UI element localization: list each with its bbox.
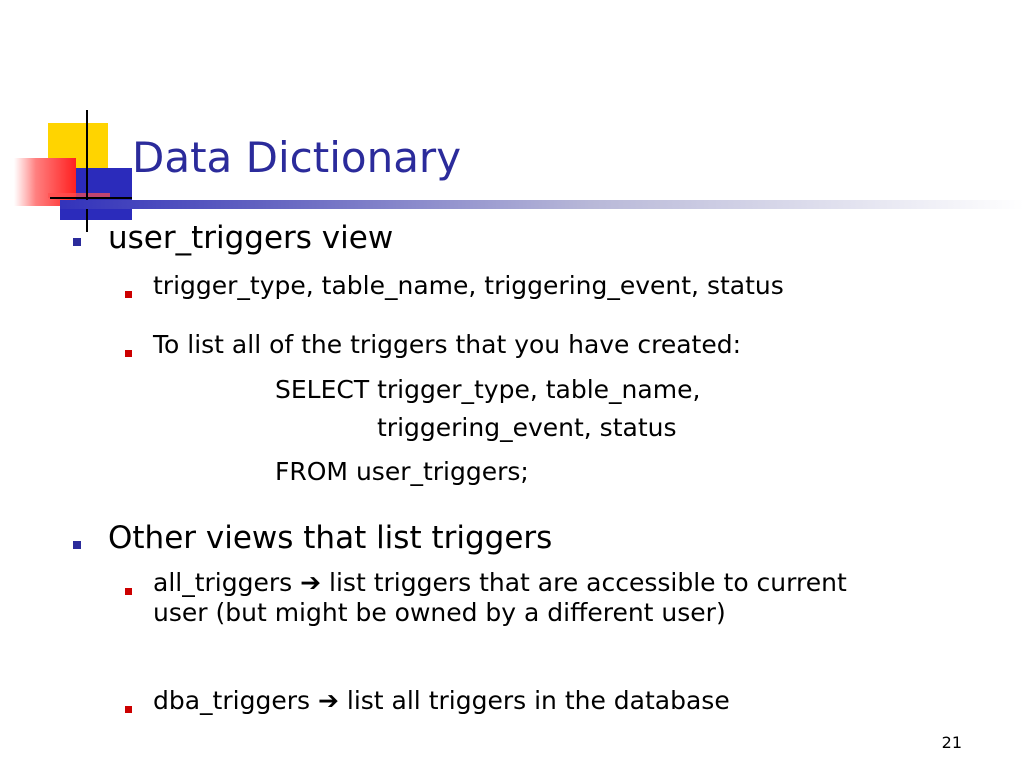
bullet-user-triggers: user_triggers view [108,220,394,256]
sql-line-select: SELECT trigger_type, table_name, [275,375,701,404]
sub-bullet-columns: trigger_type, table_name, triggering_event, status [153,271,784,300]
sub-bullet-list-all: To list all of the triggers that you have created: [153,330,742,359]
arrow-icon: ➔ [317,686,339,715]
view-description: list all triggers in the database [346,686,730,715]
view-description: list triggers that are accessible to current user (but might be owned by a different user) [153,568,847,627]
sub-bullet-marker [125,706,132,713]
sub-bullet-marker [125,588,132,595]
bullet-other-views: Other views that list triggers [108,520,553,556]
slide-title: Data Dictionary [132,133,462,182]
sub-bullet-all-triggers [153,568,893,628]
page-number: 21 [941,733,962,752]
sub-bullet-dba-triggers [153,686,730,716]
bullet-marker [73,541,81,549]
arrow-icon: ➔ [300,568,322,597]
sql-line-from: FROM user_triggers; [275,457,529,486]
sub-bullet-marker [125,350,132,357]
sql-line-columns: triggering_event, status [377,413,677,442]
bullet-marker [73,238,81,246]
title-underline [60,200,1024,209]
view-name: dba_triggers [153,686,311,715]
view-name: all_triggers [153,568,293,597]
sub-bullet-marker [125,291,132,298]
